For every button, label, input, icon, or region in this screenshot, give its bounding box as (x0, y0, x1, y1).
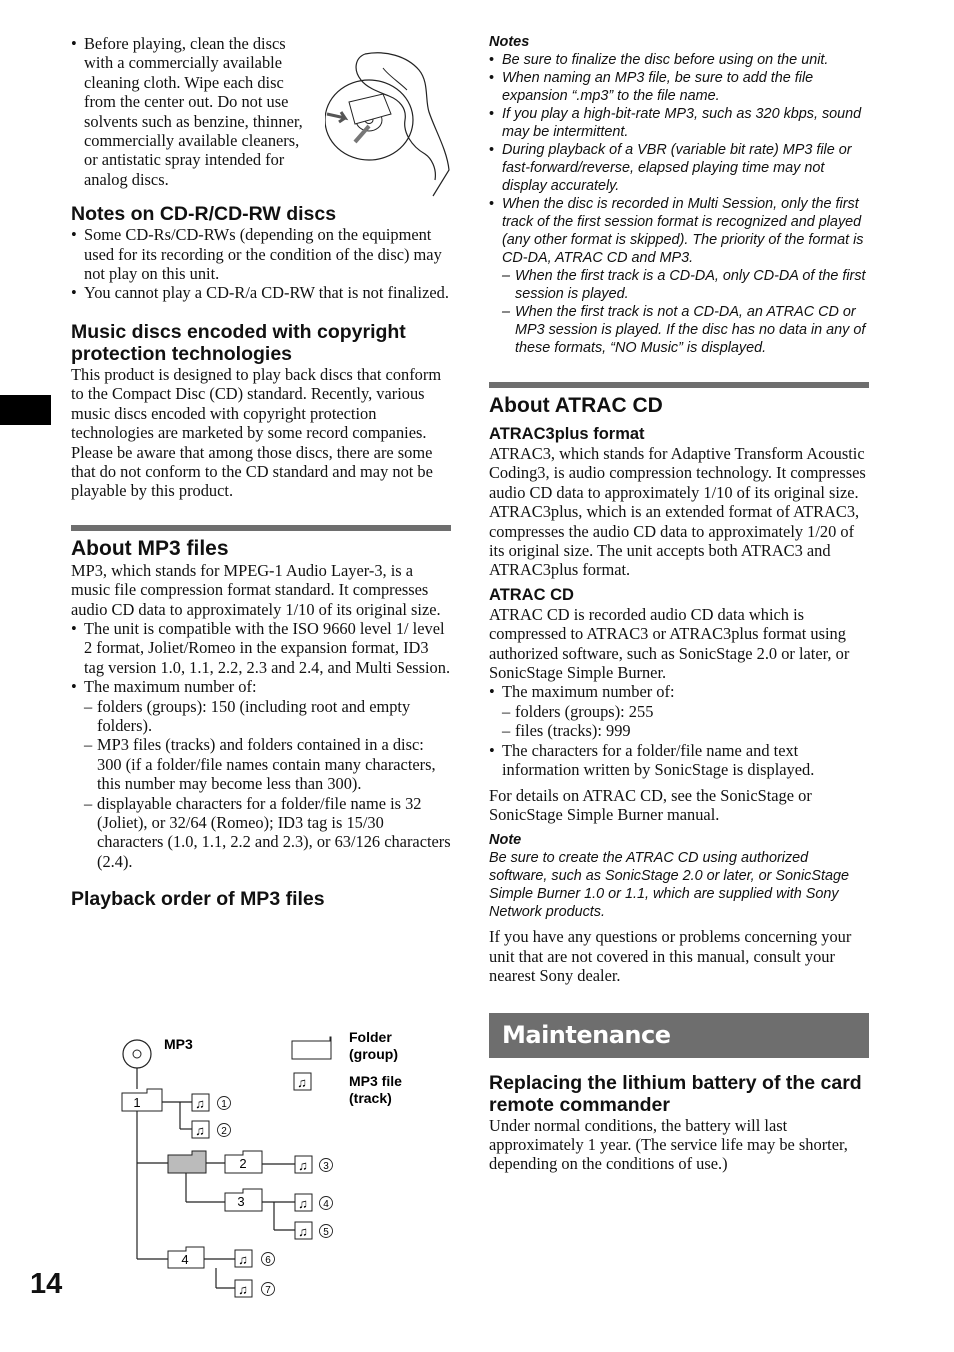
track-1 (192, 1094, 231, 1111)
root-mp3-label: MP3 (164, 1036, 193, 1052)
folder-1-label: 1 (133, 1095, 141, 1110)
atrac-cd-body: ATRAC CD is recorded audio CD data which is compressed to ATRAC3 or ATRAC3plus format using authorized software, such as SonicStage 2.0 or later, or SonicStage Simple Burner. (489, 604, 850, 683)
copyright-heading: Music discs encoded with copyright protection technologies (71, 320, 406, 365)
cdr-bullet-2: • You cannot play a CD-R/a CD-RW that is not finalized. (71, 283, 451, 302)
music-note-icon: ♫ (238, 1282, 248, 1297)
legend-folder-line2: (group) (349, 1046, 398, 1062)
note-heading: Note (489, 832, 522, 849)
mp3-body: MP3, which stands for MPEG-1 Audio Layer-3, is a music file compression format standard. It compresses audio CD data to approximately 1/10 of its original size. (71, 560, 441, 619)
disc-cleaning-illustration (325, 50, 453, 198)
legend-file-line1: MP3 file (349, 1073, 402, 1089)
music-note-icon: ♫ (297, 1075, 307, 1090)
mp3-dash-files: – MP3 files (tracks) and folders contained in a disc: 300 (if a folder/file names contain many characters, this number may become less than 300). (71, 735, 451, 793)
atrac3plus-body: ATRAC3, which stands for Adaptive Transform Acoustic Coding3, is audio compression technology. It compresses audio CD data to approximately 1/10 of its original size. ATRAC3plus, which is an extended format of ATRAC3, compresses the audio CD data to approximately 1/20 of its original size. The unit accepts both ATRAC3 and ATRAC3plus format. (489, 444, 866, 580)
folder-2-label: 2 (239, 1156, 247, 1171)
folder-2 (225, 1151, 262, 1173)
atrac-heading: About ATRAC CD (489, 394, 663, 417)
atrac-dash-folders: – folders (groups): 255 (489, 702, 869, 721)
folder-empty (168, 1151, 206, 1173)
atrac-dash-files: – files (tracks): 999 (489, 721, 869, 740)
atrac-cd-heading: ATRAC CD (489, 585, 574, 604)
cleaning-bullet: • Before playing, clean the discs with a commercially available cleaning cloth. Wipe each disc from the center out. Do not use solvents such as benzine, thinner, commercially available cleaners, or antistatic spray intended for analog discs. (71, 34, 312, 189)
note-bullet-2: • When naming an MP3 file, be sure to add the file expansion “.mp3” to the file name. (489, 69, 869, 105)
note-dash-1: – When the first track is a CD-DA, only CD-DA of the first session is played. (489, 267, 869, 303)
track-5-num: 5 (323, 1227, 329, 1238)
playback-order-diagram (100, 1025, 440, 1310)
track-3-num: 3 (323, 1161, 329, 1172)
legend-folder-line1: Folder (349, 1029, 392, 1045)
track-4-num: 4 (323, 1199, 329, 1210)
contact-dealer-text: If you have any questions or problems concerning your unit that are not covered in this manual, consult your nearest Sony dealer. (489, 927, 852, 986)
note-bullet-3: • If you play a high-bit-rate MP3, such as 320 kbps, sound may be intermittent. (489, 105, 869, 141)
atrac-bullet-chars: • The characters for a folder/file name and text information written by SonicStage is displayed. (489, 741, 869, 780)
music-note-icon: ♫ (195, 1123, 205, 1138)
folder-1 (122, 1089, 162, 1111)
track-3 (295, 1156, 333, 1173)
legend-file-line2: (track) (349, 1090, 392, 1106)
right-column (489, 34, 869, 1174)
track-7 (235, 1280, 275, 1297)
track-1-num: 1 (221, 1099, 227, 1110)
battery-heading: Replacing the lithium battery of the card remote commander (489, 1071, 862, 1116)
music-note-icon: ♫ (238, 1252, 248, 1267)
disc-icon (123, 1040, 151, 1068)
cdr-heading: Notes on CD-R/CD-RW discs (71, 203, 337, 226)
notes-heading: Notes (489, 34, 530, 50)
playback-heading: Playback order of MP3 files (71, 888, 325, 911)
note-bullet-4: • During playback of a VBR (variable bit rate) MP3 file or fast-forward/reverse, elapsed playing time may not display accurately. (489, 141, 869, 195)
track-4 (295, 1194, 333, 1211)
track-2 (192, 1121, 231, 1138)
page-number: 14 (30, 1268, 63, 1300)
mp3-heading: About MP3 files (71, 536, 229, 560)
cdr-bullet-1: • Some CD-Rs/CD-RWs (depending on the equipment used for its recording or the condition of the disc) may not play on this unit. (71, 225, 451, 283)
section-tab-marker (0, 395, 51, 425)
track-2-num: 2 (221, 1126, 227, 1137)
copyright-body: This product is designed to play back discs that conform to the Compact Disc (CD) standard. Recently, various music discs encoded with copyright protection technologies are marketed by some record companies. Please be aware that among those discs, there are some that do not conform to the CD standard and may not be playable by this product. (71, 364, 442, 501)
mp3-dash-folders: – folders (groups): 150 (including root and empty folders). (71, 697, 451, 736)
folder-4 (168, 1247, 204, 1268)
mp3-bullet-compat: • The unit is compatible with the ISO 9660 level 1/ level 2 format, Joliet/Romeo in the expansion format, ID3 tag version 1.0, 1.1, 2.2, 2.3 and 2.4, and Multi Session. (71, 619, 451, 677)
note-bullet-1: • Be sure to finalize the disc before using on the unit. (489, 51, 869, 69)
note-bullet-5: • When the disc is recorded in Multi Session, only the first track of the first session format is recognized and played (any other format is skipped). The priority of the format is CD-DA, ATRAC CD and MP3. (489, 195, 869, 267)
folder-3-label: 3 (237, 1194, 245, 1209)
atrac-details: For details on ATRAC CD, see the SonicStage or SonicStage Simple Burner manual. (489, 785, 812, 824)
track-5 (295, 1222, 333, 1239)
folder-3 (225, 1189, 262, 1211)
maintenance-banner: Maintenance (489, 1013, 869, 1058)
track-6 (235, 1250, 275, 1267)
music-note-icon: ♫ (298, 1224, 308, 1239)
music-note-icon: ♫ (298, 1196, 308, 1211)
note-body: Be sure to create the ATRAC CD using authorized software, such as SonicStage 2.0 or later, or SonicStage Simple Burner 1.0 or 1.1, which are supplied with Sony Network products. (489, 850, 849, 921)
folder-4-label: 4 (181, 1252, 189, 1267)
battery-body: Under normal conditions, the battery will last approximately 1 year. (The service life may be shorter, depending on the conditions of use.) (489, 1115, 848, 1174)
track-6-num: 6 (265, 1255, 271, 1266)
music-note-icon: ♫ (195, 1096, 205, 1111)
track-7-num: 7 (265, 1285, 271, 1296)
mp3-dash-chars: – displayable characters for a folder/file name is 32 (Joliet), or 32/64 (Romeo); ID3 tag is 15/30 characters (1.0, 1.1, 2.2 and 2.3), or 63/126 characters (2.4). (71, 794, 451, 872)
legend-file (294, 1073, 402, 1106)
note-dash-2: – When the first track is not a CD-DA, an ATRAC CD or MP3 session is played. If the disc has no data in any of these formats, “NO Music” is displayed. (489, 303, 869, 357)
atrac-bullet-max: • The maximum number of: (489, 682, 869, 701)
atrac3plus-heading: ATRAC3plus format (489, 425, 645, 443)
music-note-icon: ♫ (298, 1158, 308, 1173)
legend-folder (292, 1029, 398, 1062)
mp3-bullet-max: • The maximum number of: (71, 677, 451, 696)
